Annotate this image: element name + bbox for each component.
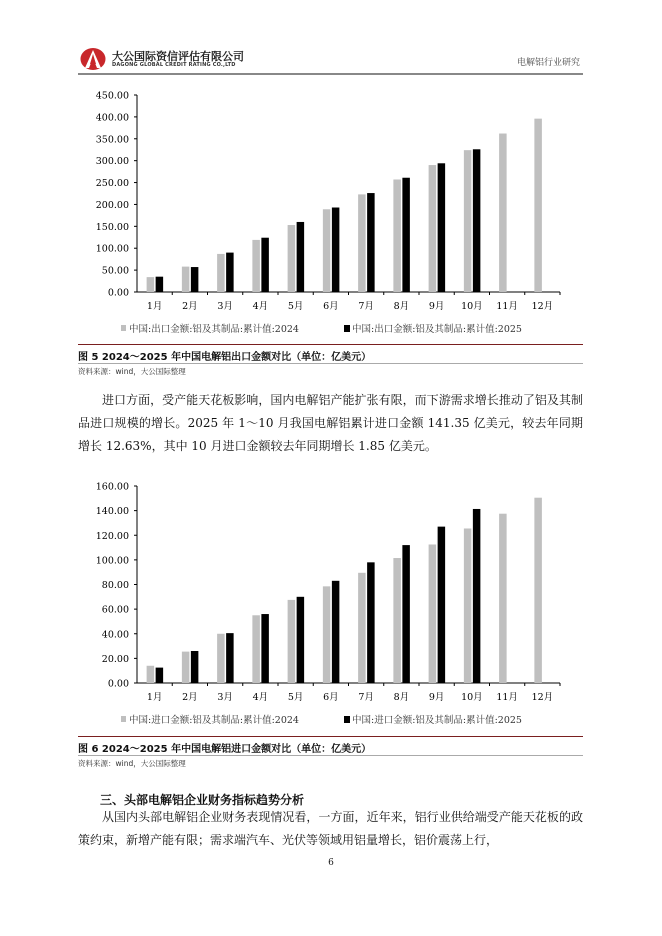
- x-tick-label: 9月: [428, 301, 445, 312]
- x-tick-label: 11月: [496, 692, 518, 703]
- x-tick-label: 2月: [182, 692, 198, 703]
- y-tick-label: 60.00: [101, 604, 129, 616]
- bar-2024: [252, 240, 260, 292]
- bar-2025: [261, 614, 269, 683]
- header-divider: [78, 73, 583, 75]
- y-tick-label: 0.00: [107, 287, 129, 299]
- y-tick-label: 140.00: [95, 506, 129, 518]
- x-tick-label: 1月: [146, 301, 163, 312]
- bar-2024: [217, 634, 225, 683]
- x-tick-label: 12月: [531, 301, 554, 312]
- bar-2024: [288, 600, 296, 683]
- x-tick-label: 10月: [461, 692, 483, 703]
- bar-2024: [217, 254, 225, 292]
- caption-divider: [78, 755, 583, 756]
- y-tick-label: 0.00: [107, 678, 129, 690]
- figure5-caption: 图 5 2024～2025 年中国电解铝出口金额对比（单位：亿美元）: [78, 352, 372, 363]
- x-tick-label: 6月: [323, 692, 339, 703]
- bar-2024: [429, 544, 437, 683]
- bar-2024: [147, 277, 155, 292]
- bar-2024: [323, 209, 331, 292]
- bar-2025: [473, 509, 481, 683]
- caption-divider: [78, 363, 583, 364]
- page-header: [80, 45, 580, 73]
- legend-swatch: [121, 325, 126, 331]
- y-tick-label: 100.00: [95, 555, 129, 567]
- legend-label: 中国:出口金额:铝及其制品:累计值:2025: [352, 324, 522, 335]
- bar-2025: [473, 149, 481, 292]
- bar-2024: [252, 615, 260, 683]
- bar-2025: [156, 668, 164, 683]
- x-tick-label: 5月: [287, 301, 304, 312]
- bar-2024: [499, 134, 507, 292]
- bar-2024: [499, 514, 507, 683]
- x-tick-label: 10月: [461, 301, 483, 312]
- y-tick-label: 80.00: [101, 580, 129, 591]
- y-tick-label: 50.00: [101, 265, 129, 277]
- x-tick-label: 9月: [428, 692, 445, 703]
- bar-2024: [358, 194, 366, 292]
- y-tick-label: 200.00: [95, 199, 129, 211]
- y-tick-label: 450.00: [95, 90, 129, 102]
- x-tick-label: 1月: [146, 692, 163, 703]
- bar-2024: [393, 179, 401, 292]
- bar-2025: [402, 545, 410, 683]
- bar-2024: [534, 119, 542, 292]
- bar-2024: [429, 165, 437, 292]
- import-chart: [78, 475, 583, 735]
- figure5-source: 资料来源：wind，大公国际整理: [78, 367, 186, 376]
- legend-swatch: [121, 716, 126, 722]
- y-tick-label: 150.00: [95, 221, 129, 233]
- x-tick-label: 3月: [217, 301, 233, 312]
- y-tick-label: 250.00: [95, 178, 129, 190]
- bar-2025: [191, 651, 199, 683]
- y-tick-label: 120.00: [95, 530, 129, 542]
- bar-2025: [438, 163, 446, 292]
- company-name-en: DAGONG GLOBAL CREDIT RATING CO.,LTD: [112, 62, 236, 68]
- x-tick-label: 2月: [182, 301, 198, 312]
- y-tick-label: 100.00: [95, 243, 129, 255]
- legend-label: 中国:进口金额:铝及其制品:累计值:2025: [352, 715, 522, 726]
- x-tick-label: 5月: [287, 692, 304, 703]
- legend-swatch: [344, 325, 350, 332]
- y-tick-label: 400.00: [95, 112, 129, 124]
- x-tick-label: 12月: [531, 692, 554, 703]
- y-tick-label: 40.00: [101, 629, 129, 641]
- x-tick-label: 4月: [252, 301, 269, 312]
- x-tick-label: 8月: [393, 692, 410, 703]
- bar-2025: [332, 208, 340, 292]
- y-tick-label: 350.00: [95, 134, 129, 146]
- report-title: 电解铝行业研究: [516, 58, 580, 68]
- figure6-caption: 图 6 2024～2025 年中国电解铝进口金额对比（单位：亿美元）: [78, 744, 372, 755]
- bar-2024: [182, 267, 190, 292]
- bar-2024: [288, 225, 296, 292]
- x-tick-label: 7月: [358, 692, 374, 703]
- x-tick-label: 4月: [252, 692, 269, 703]
- x-tick-label: 7月: [358, 301, 374, 312]
- figure6-source: 资料来源：wind，大公国际整理: [78, 759, 186, 768]
- bar-2025: [367, 193, 375, 292]
- bar-2025: [191, 267, 199, 292]
- page-number: 6: [328, 858, 334, 868]
- y-tick-label: 300.00: [95, 156, 129, 168]
- paragraph-imports: 进口方面，受产能天花板影响，国内电解铝产能扩张有限，而下游需求增长推动了铝及其制品进口规模的增长。2025 年 1～10 月我国电解铝累计进口金额 141.35 亿美元，较去年同期增长 12.63%，其中 10 月进口金额较去年同期增长 1.85 亿美元。: [78, 393, 583, 453]
- figure-divider: [78, 344, 583, 345]
- legend-swatch: [344, 716, 350, 723]
- x-tick-label: 6月: [323, 301, 339, 312]
- legend-label: 中国:出口金额:铝及其制品:累计值:2024: [129, 324, 299, 335]
- bar-2024: [464, 150, 472, 292]
- bar-2025: [156, 277, 164, 292]
- x-tick-label: 3月: [217, 692, 233, 703]
- bar-2025: [261, 238, 269, 292]
- bar-2024: [534, 498, 542, 683]
- bar-2024: [182, 652, 190, 683]
- bar-2025: [226, 633, 234, 683]
- figure-divider: [78, 736, 583, 737]
- export-chart: [78, 85, 583, 345]
- x-tick-label: 11月: [496, 301, 518, 312]
- bar-2024: [464, 528, 472, 683]
- bar-2025: [402, 178, 410, 292]
- x-tick-label: 8月: [393, 301, 410, 312]
- company-name: 大公国际资信评估有限公司: [112, 50, 244, 63]
- paragraph-finance: 从国内头部电解铝企业财务表现情况看，一方面，近年来，铝行业供给端受产能天花板的政策约束，新增产能有限；需求端汽车、光伏等领域用铝量增长，铝价震荡上行，: [78, 810, 583, 847]
- y-tick-label: 20.00: [101, 653, 129, 665]
- bar-2025: [297, 222, 305, 292]
- company-logo-icon: [80, 47, 106, 71]
- bar-2024: [323, 586, 331, 683]
- bar-2025: [332, 581, 340, 683]
- bar-2025: [367, 562, 375, 683]
- section-heading: 三、头部电解铝企业财务指标趋势分析: [100, 793, 305, 807]
- bar-2025: [297, 597, 305, 683]
- bar-2024: [358, 573, 366, 683]
- bar-2024: [393, 558, 401, 683]
- bar-2025: [438, 527, 446, 683]
- y-tick-label: 160.00: [95, 481, 129, 493]
- legend-label: 中国:进口金额:铝及其制品:累计值:2024: [129, 715, 299, 726]
- bar-2025: [226, 253, 234, 292]
- bar-2024: [147, 666, 155, 683]
